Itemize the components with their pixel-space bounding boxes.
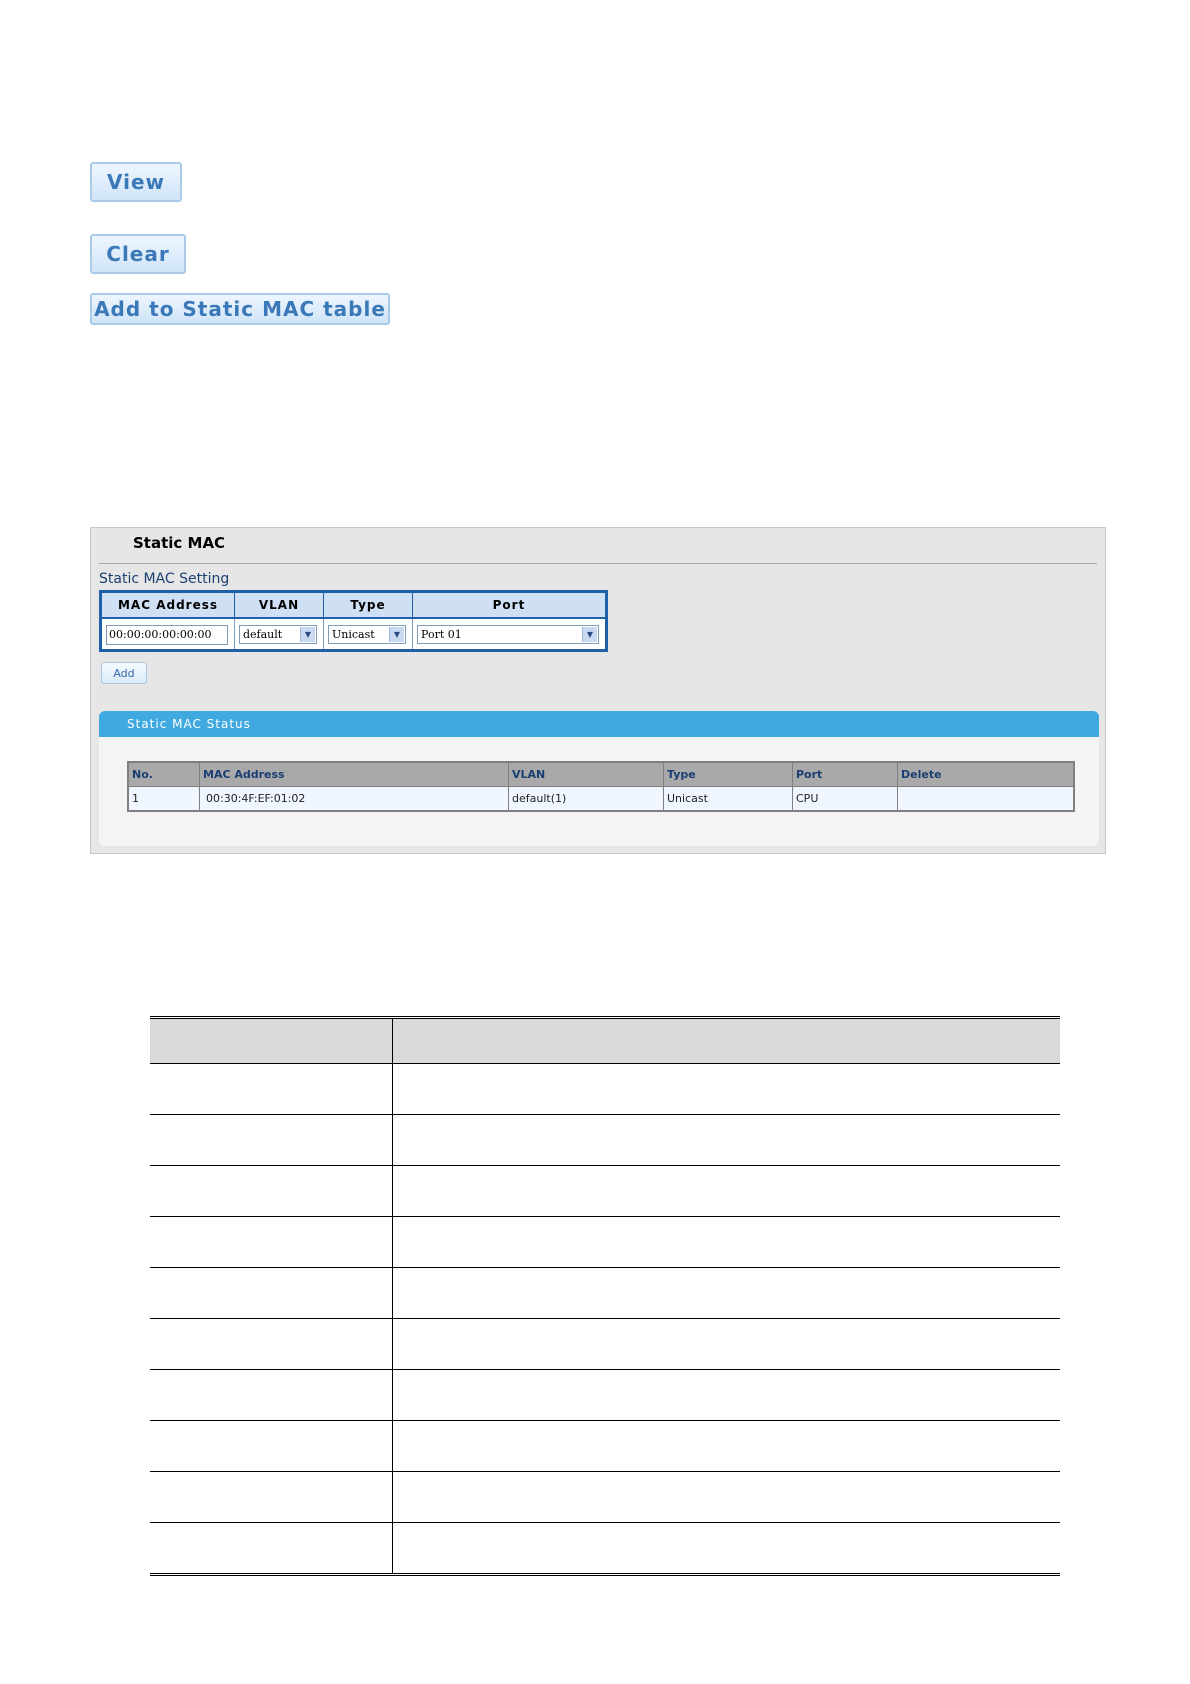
cell-port: CPU [793,787,898,812]
static-mac-status-panel [99,711,1099,846]
status-col-type: Type [664,762,793,787]
desc-header-object [150,1018,393,1064]
table-row [150,1166,1060,1217]
table-row [150,1115,1060,1166]
chevron-down-icon: ▼ [582,627,597,642]
add-to-static-mac-table-button[interactable]: Add to Static MAC table [90,293,390,325]
vlan-select[interactable] [239,625,317,644]
cell-vlan: default(1) [509,787,664,812]
static-mac-status-table [127,761,1075,812]
table-row [150,1064,1060,1115]
view-button[interactable]: View [90,162,182,202]
add-button[interactable]: Add [101,662,147,684]
page-title: Static MAC [133,534,226,552]
static-mac-screenshot [90,527,1106,854]
table-row [150,1319,1060,1370]
table-row [150,1217,1060,1268]
table-row [150,1523,1060,1575]
col-type: Type [324,592,413,619]
status-col-vlan: VLAN [509,762,664,787]
description-table [150,1016,1060,1576]
status-col-no: No. [128,762,200,787]
type-select[interactable] [328,625,406,644]
chevron-down-icon: ▼ [389,627,404,642]
status-col-delete: Delete [898,762,1075,787]
type-select-value: Unicast [332,627,375,641]
status-col-mac: MAC Address [200,762,509,787]
port-select[interactable] [417,625,599,644]
port-select-value: Port 01 [421,627,462,641]
table-row [150,1370,1060,1421]
mac-address-input[interactable] [106,625,228,645]
status-col-port: Port [793,762,898,787]
desc-header-description [393,1018,1061,1064]
col-vlan: VLAN [235,592,324,619]
status-panel-title: Static MAC Status [99,711,1099,737]
col-port: Port [413,592,607,619]
table-row [150,1421,1060,1472]
table-row [150,1268,1060,1319]
title-divider [99,563,1097,564]
table-row [128,787,1074,812]
cell-mac: 00:30:4F:EF:01:02 [200,787,509,812]
cell-delete [898,787,1075,812]
cell-no: 1 [128,787,200,812]
setting-section-title: Static MAC Setting [99,571,230,587]
chevron-down-icon: ▼ [300,627,315,642]
table-row [150,1472,1060,1523]
cell-type: Unicast [664,787,793,812]
static-mac-setting-table [99,590,608,652]
clear-button[interactable]: Clear [90,234,186,274]
vlan-select-value: default [243,627,283,641]
col-mac-address: MAC Address [101,592,235,619]
